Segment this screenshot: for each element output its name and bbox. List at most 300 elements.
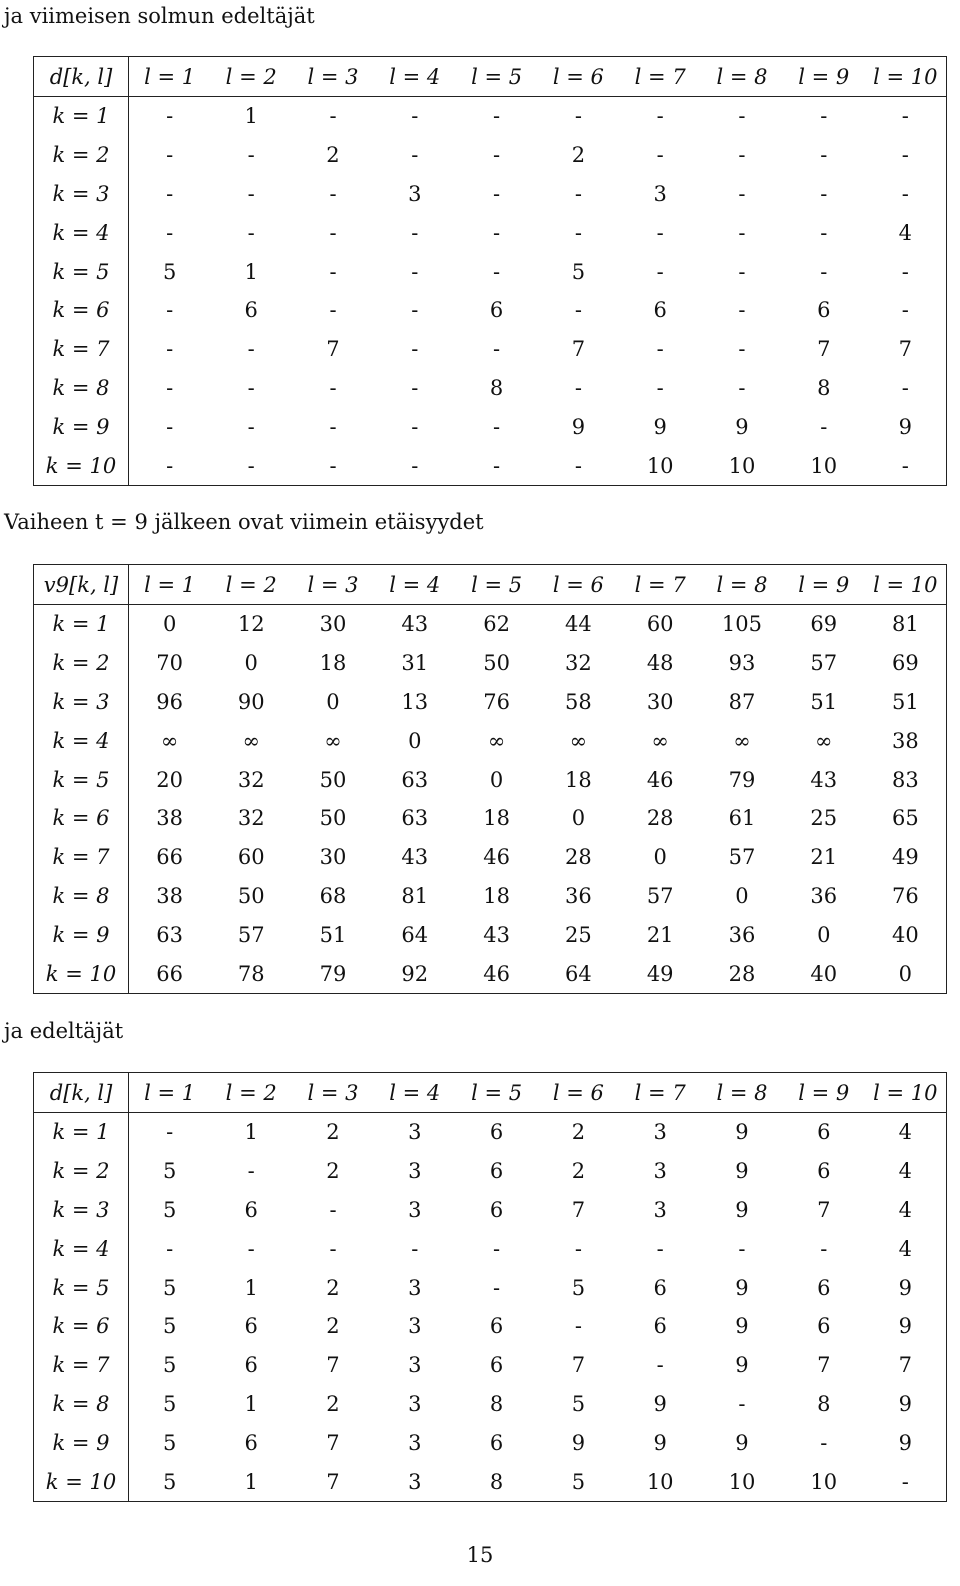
table-cell: 2 [326, 1391, 340, 1416]
table-cell: 7 [571, 1197, 586, 1222]
column-header: l = 2 [210, 1073, 292, 1113]
table-cell: 6 [653, 298, 667, 323]
row-header: k = 4 [34, 213, 129, 252]
table-cell: - [738, 143, 746, 168]
table-cell: 3 [408, 1353, 422, 1378]
table-cell: - [574, 298, 582, 323]
table-cell: - [738, 259, 746, 284]
row-header: k = 7 [34, 838, 129, 877]
table-cell: 25 [565, 922, 592, 947]
table-cell: 2 [326, 1314, 340, 1339]
table-cell: - [247, 143, 255, 168]
table-cell: 7 [817, 1197, 831, 1222]
row-header: k = 9 [34, 915, 129, 954]
table-cell: 18 [483, 806, 510, 831]
table-cell: - [820, 220, 828, 245]
table-cell: - [738, 104, 746, 129]
table-cell: 61 [728, 806, 756, 831]
table-cell: - [247, 220, 255, 245]
table-cell: - [329, 104, 337, 129]
table-cell: - [738, 181, 746, 206]
table-cell: 6 [489, 298, 504, 323]
table-cell: 9 [898, 1314, 913, 1339]
table-cell: 6 [653, 1314, 667, 1339]
table-cell: 9 [735, 1197, 749, 1222]
column-header: l = 8 [701, 565, 783, 605]
table-cell: - [329, 453, 337, 478]
intro-text-predecessors-last-node: ja viimeisen solmun edeltäjät [4, 4, 315, 28]
predecessor-table-final [33, 1072, 947, 1502]
table-cell: 21 [646, 922, 674, 947]
table-cell: 5 [162, 1391, 177, 1416]
table-cell: 6 [489, 1120, 504, 1145]
table-cell: 6 [244, 1353, 258, 1378]
table-cell: 1 [244, 1391, 258, 1416]
table-cell: 2 [571, 143, 586, 168]
table-row [34, 446, 947, 485]
table-corner-label: v9[k, l] [34, 565, 129, 605]
table-cell: 20 [156, 767, 184, 792]
table-row [34, 407, 947, 446]
table-cell: 50 [319, 806, 347, 831]
table-row [34, 721, 947, 760]
intro-text-predecessors: ja edeltäjät [4, 1019, 124, 1043]
table-cell: 60 [237, 845, 265, 870]
table-cell: 3 [408, 1391, 422, 1416]
row-header: k = 2 [34, 136, 129, 175]
table-cell: - [656, 1353, 664, 1378]
table-cell: 87 [728, 689, 756, 714]
row-header: k = 9 [34, 407, 129, 446]
table-cell: - [329, 1197, 337, 1222]
table-cell: - [411, 259, 419, 284]
table-cell: 69 [810, 612, 838, 637]
table-cell: - [329, 1236, 337, 1261]
column-header: l = 1 [129, 565, 211, 605]
table-cell: 0 [244, 651, 258, 676]
table-cell: 6 [489, 1159, 504, 1184]
table-cell: 25 [810, 806, 838, 831]
table-cell: 18 [483, 883, 510, 908]
table-cell: 9 [735, 1353, 749, 1378]
table-cell: 30 [319, 845, 347, 870]
distance-table [33, 564, 947, 994]
table-cell: 79 [319, 961, 347, 986]
table-cell: - [247, 1236, 255, 1261]
table-cell: - [411, 337, 419, 362]
table-cell: 38 [891, 728, 919, 753]
table-cell: - [656, 104, 664, 129]
table-row [34, 954, 947, 993]
table-cell: - [329, 298, 337, 323]
table-cell: 57 [237, 922, 265, 947]
table-cell: 76 [891, 883, 919, 908]
table-cell: 40 [891, 922, 919, 947]
table-cell: 8 [489, 375, 504, 400]
table-cell: 2 [326, 1120, 340, 1145]
table-header-row [34, 1073, 947, 1113]
table-cell: 12 [237, 612, 265, 637]
table-cell: 18 [565, 767, 592, 792]
table-cell: 6 [817, 1275, 831, 1300]
table-cell: 36 [565, 883, 592, 908]
table-cell: 13 [401, 689, 429, 714]
table-cell: 9 [571, 414, 586, 439]
table-cell: - [411, 220, 419, 245]
table-cell: 43 [810, 767, 838, 792]
row-header: k = 3 [34, 683, 129, 722]
table-cell: 44 [565, 612, 592, 637]
table-cell: 76 [483, 689, 510, 714]
table-cell: 3 [408, 181, 422, 206]
table-cell: 50 [483, 651, 510, 676]
table-cell: 65 [891, 806, 919, 831]
table-cell: 28 [565, 845, 592, 870]
table-cell: 5 [571, 1391, 586, 1416]
table-cell: - [738, 337, 746, 362]
table-cell: - [493, 337, 501, 362]
row-header: k = 8 [34, 1385, 129, 1424]
column-header: l = 1 [129, 57, 211, 97]
table-cell: - [820, 181, 828, 206]
column-header: l = 6 [537, 57, 619, 97]
table-cell: 6 [489, 1430, 504, 1455]
predecessor-table-partial [33, 56, 947, 486]
table-cell: - [493, 259, 501, 284]
table-cell: - [901, 181, 909, 206]
table-cell: 7 [326, 1430, 340, 1455]
table-cell: 0 [162, 612, 177, 637]
table-cell: 32 [565, 651, 592, 676]
table-cell: 6 [244, 298, 258, 323]
table-cell: 0 [571, 806, 586, 831]
row-header: k = 1 [34, 605, 129, 644]
table-cell: 8 [817, 375, 831, 400]
column-header: l = 4 [374, 57, 456, 97]
table-cell: - [574, 453, 582, 478]
table-cell: 3 [653, 1120, 667, 1145]
table-cell: - [656, 1236, 664, 1261]
table-cell: - [329, 375, 337, 400]
table-cell: 0 [735, 883, 749, 908]
table-cell: - [247, 375, 255, 400]
table-cell: 6 [817, 298, 831, 323]
column-header: l = 3 [292, 57, 374, 97]
table-cell: 5 [162, 1314, 177, 1339]
column-header: l = 9 [783, 565, 865, 605]
table-cell: 43 [401, 845, 429, 870]
table-cell: - [329, 414, 337, 439]
table-cell: - [820, 104, 828, 129]
table-cell: 7 [898, 337, 913, 362]
row-header: k = 4 [34, 1229, 129, 1268]
table-cell: 1 [244, 1120, 258, 1145]
table-cell: - [656, 220, 664, 245]
table-cell: 2 [571, 1159, 586, 1184]
table-cell: - [820, 259, 828, 284]
table-cell: 57 [646, 883, 674, 908]
table-cell: - [820, 1430, 828, 1455]
table-cell: 66 [156, 961, 184, 986]
table-cell: 38 [156, 806, 184, 831]
table-cell: ∞ [569, 728, 588, 753]
table-cell: 5 [162, 1197, 177, 1222]
table-cell: 6 [489, 1197, 504, 1222]
table-row [34, 1152, 947, 1191]
table-cell: - [166, 220, 174, 245]
table-cell: 36 [810, 883, 838, 908]
table-cell: 7 [571, 337, 586, 362]
table-row [34, 1307, 947, 1346]
table-cell: - [493, 453, 501, 478]
table-cell: 3 [408, 1275, 422, 1300]
table-cell: 0 [326, 689, 340, 714]
row-header: k = 8 [34, 369, 129, 408]
table-cell: - [901, 143, 909, 168]
table-row [34, 644, 947, 683]
table-cell: 3 [653, 1159, 667, 1184]
table-cell: 51 [810, 689, 838, 714]
table-cell: 9 [735, 1314, 749, 1339]
table-cell: 51 [891, 689, 919, 714]
table-cell: 6 [489, 1314, 504, 1339]
column-header: l = 2 [210, 57, 292, 97]
table-cell: - [166, 143, 174, 168]
table-cell: 57 [728, 845, 756, 870]
row-header: k = 8 [34, 877, 129, 916]
table-cell: 3 [408, 1197, 422, 1222]
table-cell: - [656, 375, 664, 400]
table-cell: 40 [810, 961, 838, 986]
table-cell: - [574, 104, 582, 129]
column-header: l = 7 [619, 57, 701, 97]
table-cell: 10 [810, 453, 838, 478]
table-cell: 8 [489, 1391, 504, 1416]
column-header: l = 9 [783, 57, 865, 97]
table-cell: 10 [646, 1469, 674, 1494]
table-cell: - [166, 298, 174, 323]
table-cell: 3 [408, 1314, 422, 1339]
table-cell: - [738, 375, 746, 400]
table-cell: - [411, 104, 419, 129]
column-header: l = 7 [619, 565, 701, 605]
table-cell: 49 [646, 961, 674, 986]
column-header: l = 10 [865, 57, 947, 97]
column-header: l = 2 [210, 565, 292, 605]
table-cell: - [166, 453, 174, 478]
table-cell: ∞ [651, 728, 669, 753]
table-corner-label: d[k, l] [34, 57, 129, 97]
table-cell: 32 [237, 806, 265, 831]
table-cell: 9 [571, 1430, 586, 1455]
row-header: k = 3 [34, 175, 129, 214]
column-header: l = 1 [129, 1073, 211, 1113]
table-cell: 6 [817, 1159, 831, 1184]
table-row [34, 1113, 947, 1152]
table-cell: 64 [565, 961, 592, 986]
row-header: k = 5 [34, 760, 129, 799]
table-cell: - [820, 414, 828, 439]
table-cell: 43 [483, 922, 510, 947]
table-cell: 9 [735, 1430, 749, 1455]
table-row [34, 1385, 947, 1424]
table-row [34, 1346, 947, 1385]
table-cell: 50 [319, 767, 347, 792]
table-cell: 7 [898, 1353, 913, 1378]
table-cell: 3 [408, 1430, 422, 1455]
table-cell: 1 [244, 1469, 258, 1494]
table-cell: 81 [401, 883, 429, 908]
table-cell: 5 [571, 259, 586, 284]
row-header: k = 1 [34, 97, 129, 136]
table-cell: 31 [401, 651, 429, 676]
table-row [34, 1462, 947, 1501]
row-header: k = 10 [34, 1462, 129, 1501]
table-cell: 9 [653, 1391, 667, 1416]
table-cell: ∞ [815, 728, 833, 753]
table-cell: - [820, 1236, 828, 1261]
table-cell: - [901, 104, 909, 129]
table-corner-label: d[k, l] [34, 1073, 129, 1113]
table-cell: 5 [162, 1275, 177, 1300]
table-cell: - [247, 414, 255, 439]
table-cell: 92 [401, 961, 429, 986]
table-cell: 83 [891, 767, 919, 792]
table-cell: 46 [483, 961, 510, 986]
table-cell: 32 [237, 767, 265, 792]
table-cell: 3 [408, 1159, 422, 1184]
table-cell: 1 [244, 1275, 258, 1300]
table-cell: - [166, 1236, 174, 1261]
table-cell: - [329, 220, 337, 245]
column-header: l = 8 [701, 1073, 783, 1113]
table-cell: - [901, 375, 909, 400]
table-cell: 2 [326, 1275, 340, 1300]
table-cell: 28 [728, 961, 756, 986]
column-header: l = 6 [537, 565, 619, 605]
table-row [34, 97, 947, 136]
table-cell: 5 [162, 1430, 177, 1455]
table-cell: 9 [735, 1275, 749, 1300]
table-cell: - [901, 259, 909, 284]
table-cell: - [247, 337, 255, 362]
table-cell: 2 [326, 143, 340, 168]
table-cell: 68 [319, 883, 347, 908]
row-header: k = 4 [34, 721, 129, 760]
table-cell: 51 [319, 922, 347, 947]
table-row [34, 213, 947, 252]
table-cell: 9 [898, 1430, 913, 1455]
table-cell: 57 [810, 651, 838, 676]
table-cell: - [493, 414, 501, 439]
table-row [34, 175, 947, 214]
column-header: l = 10 [865, 1073, 947, 1113]
table-row [34, 1423, 947, 1462]
table-cell: 70 [156, 651, 184, 676]
table-cell: 46 [646, 767, 674, 792]
table-row [34, 605, 947, 644]
table-cell: 30 [319, 612, 347, 637]
table-cell: - [656, 143, 664, 168]
row-header: k = 7 [34, 1346, 129, 1385]
table-cell: 18 [319, 651, 347, 676]
table-cell: 58 [565, 689, 592, 714]
row-header: k = 6 [34, 291, 129, 330]
table-cell: - [411, 375, 419, 400]
table-cell: 6 [244, 1314, 258, 1339]
table-cell: - [247, 181, 255, 206]
table-cell: 79 [728, 767, 756, 792]
table-cell: 0 [408, 728, 422, 753]
table-cell: 2 [326, 1159, 340, 1184]
table-cell: 0 [817, 922, 831, 947]
table-cell: ∞ [160, 728, 179, 753]
table-cell: 6 [244, 1430, 258, 1455]
table-cell: - [574, 1236, 582, 1261]
column-header: l = 4 [374, 565, 456, 605]
table-cell: 63 [401, 767, 429, 792]
table-cell: 62 [483, 612, 510, 637]
table-cell: 5 [162, 1353, 177, 1378]
table-cell: 6 [244, 1197, 258, 1222]
row-header: k = 3 [34, 1191, 129, 1230]
table-cell: ∞ [487, 728, 506, 753]
table-cell: - [574, 181, 582, 206]
table-cell: 3 [653, 181, 667, 206]
table-cell: 66 [156, 845, 184, 870]
column-header: l = 5 [456, 565, 538, 605]
table-cell: 4 [898, 1236, 913, 1261]
table-row [34, 760, 947, 799]
table-row [34, 877, 947, 916]
column-header: l = 3 [292, 565, 374, 605]
table-cell: 7 [326, 337, 340, 362]
table-cell: - [166, 375, 174, 400]
table-cell: - [493, 181, 501, 206]
table-cell: 38 [156, 883, 184, 908]
table-cell: 1 [244, 259, 258, 284]
table-cell: 49 [891, 845, 919, 870]
table-cell: 6 [653, 1275, 667, 1300]
table-row [34, 330, 947, 369]
row-header: k = 2 [34, 1152, 129, 1191]
row-header: k = 6 [34, 799, 129, 838]
table-cell: 63 [401, 806, 429, 831]
column-header: l = 3 [292, 1073, 374, 1113]
table-cell: 5 [571, 1469, 586, 1494]
row-header: k = 2 [34, 644, 129, 683]
row-header: k = 5 [34, 1268, 129, 1307]
table-cell: 9 [898, 1391, 913, 1416]
table-cell: - [738, 1391, 746, 1416]
column-header: l = 6 [537, 1073, 619, 1113]
table-cell: 105 [721, 612, 763, 637]
table-cell: - [329, 181, 337, 206]
table-cell: - [411, 414, 419, 439]
table-cell: - [493, 143, 501, 168]
table-cell: 46 [483, 845, 510, 870]
table-cell: 7 [326, 1353, 340, 1378]
table-cell: - [738, 220, 746, 245]
table-cell: 6 [817, 1120, 831, 1145]
table-cell: 7 [571, 1353, 586, 1378]
table-cell: 6 [817, 1314, 831, 1339]
table-row [34, 252, 947, 291]
table-cell: 69 [891, 651, 919, 676]
table-cell: - [411, 1236, 419, 1261]
table-cell: - [901, 453, 909, 478]
table-cell: 9 [898, 1275, 913, 1300]
